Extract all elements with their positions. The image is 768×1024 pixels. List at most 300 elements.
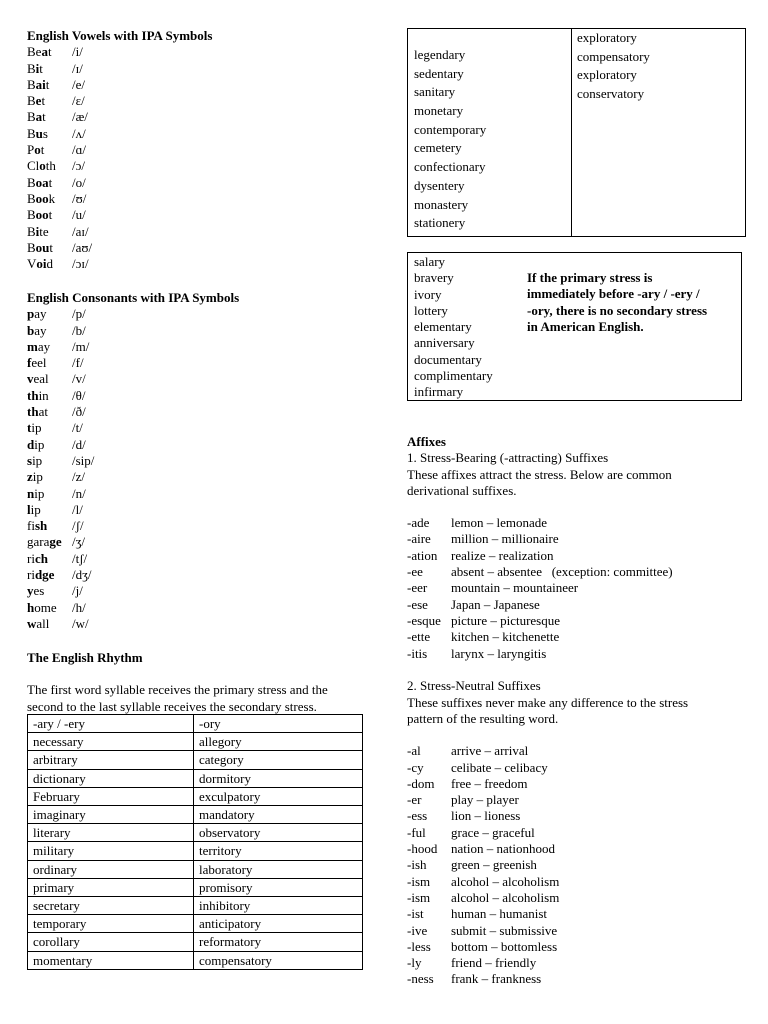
affixes-section <box>407 434 747 988</box>
consonants-row <box>27 616 239 632</box>
ary-ory-table <box>27 714 363 970</box>
suffix: -ness <box>407 971 434 987</box>
word-bold-part: oi <box>36 256 47 272</box>
example-word <box>27 486 72 502</box>
example-word <box>27 518 72 534</box>
vowel-list <box>27 44 212 272</box>
list-item: sedentary <box>414 65 464 81</box>
ipa-symbol: /f/ <box>72 355 84 371</box>
ary-ory-table-body <box>28 733 363 970</box>
word-part: B <box>27 174 36 190</box>
word-bold-part: m <box>27 338 38 354</box>
suffix-row <box>407 531 747 547</box>
suffix-example: lion – lioness <box>451 808 521 824</box>
ipa-symbol: /i/ <box>72 44 83 60</box>
suffix-row <box>407 971 747 987</box>
suffix: -ism <box>407 873 431 889</box>
ary-word: temporary <box>28 915 194 933</box>
suffix-example: alcohol – alcoholism <box>451 873 560 889</box>
suffix-example: submit – submissive <box>451 922 558 938</box>
word-part: ip <box>34 485 45 501</box>
suffix-example: bottom – bottomless <box>451 938 558 954</box>
vowels-row <box>27 44 212 60</box>
word-part: es <box>33 583 45 599</box>
suffix: -esque <box>407 612 441 628</box>
word-part: V <box>27 256 37 272</box>
word-bold-part: a <box>41 44 48 60</box>
example-word <box>27 306 72 322</box>
ipa-symbol: /ɪ/ <box>72 60 83 76</box>
suffix-example: play – player <box>451 792 519 808</box>
word-bold-part: sh <box>34 518 48 534</box>
list-item: monastery <box>414 196 469 212</box>
ory-word: category <box>194 751 363 769</box>
word-part: t <box>41 93 46 109</box>
ipa-symbol: /ʌ/ <box>72 125 86 141</box>
example-word <box>27 534 72 550</box>
word-part: fi <box>27 518 35 534</box>
rhythm-desc-line2: second to the last syllable receives the secondary stress. <box>27 698 317 714</box>
note-box <box>407 252 742 401</box>
word-part: Be <box>27 44 42 60</box>
list-item: stationery <box>414 215 466 231</box>
consonants-row <box>27 306 239 322</box>
suffix-row <box>407 564 747 580</box>
ipa-symbol: /aʊ/ <box>72 239 93 255</box>
word-bold-part: i <box>35 60 40 76</box>
example-word <box>27 175 72 191</box>
suffix: -er <box>407 792 422 808</box>
suffix-example: free – freedom <box>451 775 528 791</box>
ory-word: compensatory <box>194 951 363 969</box>
suffix-row <box>407 613 747 629</box>
ory-word: anticipatory <box>194 915 363 933</box>
rhythm-title: The English Rhythm <box>27 650 143 665</box>
word-part: t <box>48 174 53 190</box>
consonants-title: English Consonants with IPA Symbols <box>27 290 240 305</box>
ipa-symbol: /ɛ/ <box>72 93 85 109</box>
word-part: B <box>27 109 36 125</box>
example-word <box>27 469 72 485</box>
word-bold-part: f <box>27 355 32 371</box>
word-part: in <box>38 387 49 403</box>
example-word <box>27 502 72 518</box>
example-word <box>27 207 72 223</box>
table-divider <box>571 29 572 236</box>
note-line: in American English. <box>527 318 644 334</box>
suffix: -dom <box>407 775 435 791</box>
table-row <box>28 751 363 769</box>
suffix: -ee <box>407 564 423 580</box>
ipa-symbol: /e/ <box>72 76 85 92</box>
note-line: immediately before -ary / -ery / <box>527 286 700 302</box>
suffix-example: nation – nationhood <box>451 841 555 857</box>
ipa-symbol: /θ/ <box>72 387 86 403</box>
vowels-row <box>27 240 212 256</box>
suffix: -hood <box>407 841 438 857</box>
suffix-example: kitchen – kitchenette <box>451 629 560 645</box>
ary-word: primary <box>28 878 194 896</box>
stress-neutral-title: 2. Stress-Neutral Suffixes <box>407 678 541 694</box>
consonants-row <box>27 534 239 550</box>
word-part: t <box>48 207 53 223</box>
suffix-example: million – millionaire <box>451 531 559 547</box>
example-word <box>27 126 72 142</box>
vowels-row <box>27 142 212 158</box>
suffix-example: human – humanist <box>451 906 548 922</box>
consonants-row <box>27 339 239 355</box>
suffix-example: realize – realization <box>451 547 554 563</box>
consonants-row <box>27 420 239 436</box>
suffix-example: alcohol – alcoholism <box>451 889 560 905</box>
example-word <box>27 109 72 125</box>
word-part: ay <box>34 306 47 322</box>
stress-neutral-desc-1: These suffixes never make any difference to the stress <box>407 694 689 710</box>
table-row <box>28 787 363 805</box>
example-word <box>27 77 72 93</box>
table-row <box>28 915 363 933</box>
list-item: legendary <box>414 47 466 62</box>
word-part: ip <box>30 501 41 517</box>
ipa-symbol: /l/ <box>72 501 83 517</box>
suffix: -less <box>407 938 431 954</box>
list-item: lottery <box>414 302 448 318</box>
ary-word: necessary <box>28 733 194 751</box>
word-part: B <box>27 239 36 255</box>
stress-bearing-title: 1. Stress-Bearing (-attracting) Suffixes <box>407 450 609 466</box>
vowels-row <box>27 191 212 207</box>
word-bold-part: s <box>27 452 33 468</box>
ary-word: dictionary <box>28 769 194 787</box>
example-word <box>27 371 72 387</box>
word-part: k <box>48 190 56 206</box>
ipa-symbol: /p/ <box>72 306 86 322</box>
list-item: compensatory <box>577 48 650 64</box>
vowels-row <box>27 126 212 142</box>
suffix-row <box>407 597 747 613</box>
ary-word: military <box>28 842 194 860</box>
ary-word: literary <box>28 824 194 842</box>
suffix-row <box>407 580 747 596</box>
suffix-example: frank – frankness <box>451 971 542 987</box>
word-part: t <box>39 60 43 76</box>
suffix-row <box>407 629 747 645</box>
consonants-row <box>27 518 239 534</box>
consonants-row <box>27 323 239 339</box>
word-part: t <box>40 142 45 158</box>
suffix-row <box>407 760 747 776</box>
suffix: -ish <box>407 857 427 873</box>
table-row <box>28 897 363 915</box>
list-item: contemporary <box>414 121 487 137</box>
ipa-symbol: /h/ <box>72 599 86 615</box>
word-part: ip <box>34 436 45 452</box>
list-item: elementary <box>414 319 472 335</box>
ipa-symbol: /j/ <box>72 583 83 599</box>
word-bold-part: l <box>27 501 31 517</box>
ipa-symbol: /ɔɪ/ <box>72 256 89 272</box>
table-header-ary: -ary / -ery <box>28 715 194 733</box>
consonant-list <box>27 306 239 632</box>
word-part: Cl <box>27 158 40 174</box>
suffix: -ation <box>407 547 438 563</box>
table-row <box>28 769 363 787</box>
consonants-row <box>27 453 239 469</box>
example-word <box>27 388 72 404</box>
ipa-symbol: /aɪ/ <box>72 223 89 239</box>
word-bold-part: h <box>27 599 35 615</box>
consonants-row <box>27 600 239 616</box>
word-part: d <box>46 256 54 272</box>
word-part: ip <box>32 452 43 468</box>
list-item: ivory <box>414 286 442 302</box>
example-word <box>27 567 72 583</box>
ipa-symbol: /z/ <box>72 469 85 485</box>
list-item: documentary <box>414 351 482 367</box>
suffix-example: arrive – arrival <box>451 743 529 759</box>
table-row <box>28 824 363 842</box>
suffix-example: larynx – laryngitis <box>451 645 547 661</box>
list-item: monetary <box>414 103 464 119</box>
ory-word: territory <box>194 842 363 860</box>
word-bold-part: o <box>34 142 41 158</box>
consonants-row <box>27 404 239 420</box>
example-word <box>27 339 72 355</box>
rhythm-section <box>27 650 328 715</box>
suffix-row <box>407 890 747 906</box>
suffix-row <box>407 646 747 662</box>
consonants-row <box>27 502 239 518</box>
list-item: complimentary <box>414 368 493 384</box>
suffix-example: celibate – celibacy <box>451 759 548 775</box>
word-bold-part: oa <box>35 174 49 190</box>
consonants-row <box>27 388 239 404</box>
word-bold-part: oo <box>35 190 49 206</box>
example-word <box>27 355 72 371</box>
suffix-example: mountain – mountaineer <box>451 580 579 596</box>
suffix-row <box>407 808 747 824</box>
table-row <box>28 842 363 860</box>
suffix-row <box>407 857 747 873</box>
suffix: -ess <box>407 808 428 824</box>
ipa-symbol: /b/ <box>72 322 86 338</box>
continued-left-list <box>414 46 486 233</box>
word-part: t <box>49 239 54 255</box>
consonants-row <box>27 437 239 453</box>
table-header-row <box>28 715 363 733</box>
suffix: -ese <box>407 596 428 612</box>
list-item: infirmary <box>414 384 464 400</box>
vowels-row <box>27 175 212 191</box>
word-bold-part: d <box>27 436 35 452</box>
note-word-list <box>414 254 493 401</box>
suffix: -ful <box>407 824 426 840</box>
vowels-row <box>27 158 212 174</box>
suffix: -cy <box>407 759 424 775</box>
suffix-row <box>407 906 747 922</box>
suffix-row <box>407 841 747 857</box>
suffix-example: friend – friendly <box>451 955 537 971</box>
example-word <box>27 404 72 420</box>
suffix-row <box>407 955 747 971</box>
ipa-symbol: /ð/ <box>72 404 86 420</box>
suffix: -ly <box>407 955 422 971</box>
table-row <box>28 806 363 824</box>
word-part: th <box>45 158 56 174</box>
word-part: at <box>38 404 48 420</box>
word-bold-part: oo <box>35 207 49 223</box>
word-bold-part: ge <box>49 534 62 550</box>
word-bold-part: a <box>35 109 43 125</box>
word-bold-part: t <box>27 420 32 436</box>
example-word <box>27 44 72 60</box>
example-word <box>27 616 72 632</box>
ipa-symbol: /ʒ/ <box>72 534 85 550</box>
suffix-example: absent – absentee (exception: committee) <box>451 564 673 580</box>
table-header-ory: -ory <box>194 715 363 733</box>
ory-word: mandatory <box>194 806 363 824</box>
vowels-row <box>27 61 212 77</box>
stress-bearing-desc-2: derivational suffixes. <box>407 482 517 498</box>
word-bold-part: v <box>27 371 34 387</box>
note-line: -ory, there is no secondary stress <box>527 302 708 318</box>
example-word <box>27 420 72 436</box>
consonants-row <box>27 371 239 387</box>
list-item: cemetery <box>414 140 462 156</box>
table-row <box>28 878 363 896</box>
ipa-symbol: /sip/ <box>72 452 95 468</box>
ipa-symbol: /ɑ/ <box>72 142 87 158</box>
vowels-row <box>27 224 212 240</box>
word-part: eal <box>33 371 49 387</box>
ipa-symbol: /n/ <box>72 485 86 501</box>
continued-right-list <box>577 29 650 104</box>
word-part: B <box>27 190 36 206</box>
vowels-row <box>27 109 212 125</box>
suffix: -ade <box>407 515 430 531</box>
example-word <box>27 61 72 77</box>
word-bold-part: dge <box>34 567 55 583</box>
suffix: -aire <box>407 531 431 547</box>
word-part: all <box>36 615 50 631</box>
word-part: t <box>47 44 52 60</box>
table-row <box>28 733 363 751</box>
suffix: -itis <box>407 645 428 661</box>
word-part: ay <box>34 322 47 338</box>
suffix-row <box>407 776 747 792</box>
word-part: B <box>27 223 36 239</box>
example-word <box>27 191 72 207</box>
word-bold-part: th <box>27 404 39 420</box>
example-word <box>27 224 72 240</box>
list-item: dysentery <box>414 177 465 193</box>
example-word <box>27 93 72 109</box>
rhythm-desc-line1: The first word syllable receives the primary stress and the <box>27 682 328 698</box>
ory-word: allegory <box>194 733 363 751</box>
ary-word: secretary <box>28 897 194 915</box>
word-bold-part: w <box>27 615 37 631</box>
list-item: exploratory <box>577 67 637 83</box>
stress-neutral-list <box>407 743 747 987</box>
word-bold-part: i <box>35 223 40 239</box>
table-row <box>28 860 363 878</box>
example-word <box>27 256 72 272</box>
example-word <box>27 240 72 256</box>
word-part: ip <box>31 420 42 436</box>
word-bold-part: o <box>39 158 46 174</box>
stress-bearing-list <box>407 515 747 662</box>
word-bold-part: ai <box>35 76 46 92</box>
word-part: ri <box>27 550 35 566</box>
word-bold-part: ou <box>35 239 50 255</box>
example-word <box>27 600 72 616</box>
ipa-symbol: /w/ <box>72 615 89 631</box>
ipa-symbol: /o/ <box>72 174 86 190</box>
list-item: salary <box>414 254 446 269</box>
example-word <box>27 142 72 158</box>
ory-word: dormitory <box>194 769 363 787</box>
suffix-row <box>407 792 747 808</box>
word-part: B <box>27 76 36 92</box>
suffix-example: Japan – Japanese <box>451 596 540 612</box>
word-part: B <box>27 207 36 223</box>
suffix: -eer <box>407 580 428 596</box>
ipa-symbol: /m/ <box>72 338 90 354</box>
ipa-symbol: /ʊ/ <box>72 190 87 206</box>
word-part: eel <box>31 355 47 371</box>
consonants-row <box>27 551 239 567</box>
word-part: gara <box>27 534 50 550</box>
suffix-row <box>407 548 747 564</box>
ary-word: arbitrary <box>28 751 194 769</box>
vowels-section <box>27 28 212 272</box>
list-item: conservatory <box>577 86 645 102</box>
word-part: ome <box>34 599 57 615</box>
example-word <box>27 158 72 174</box>
consonants-row <box>27 567 239 583</box>
word-part: B <box>27 125 36 141</box>
list-item: confectionary <box>414 159 486 175</box>
suffix: -al <box>407 743 421 759</box>
list-item: exploratory <box>577 30 637 45</box>
word-bold-part: u <box>35 125 43 141</box>
affixes-title: Affixes <box>407 434 446 449</box>
stress-bearing-desc-1: These affixes attract the stress. Below are common <box>407 466 672 482</box>
vowels-title: English Vowels with IPA Symbols <box>27 28 213 43</box>
suffix: -ism <box>407 889 431 905</box>
word-part: P <box>27 142 35 158</box>
suffix-row <box>407 939 747 955</box>
list-item: anniversary <box>414 335 475 351</box>
ipa-symbol: /d/ <box>72 436 86 452</box>
suffix-example: picture – picturesque <box>451 612 561 628</box>
word-part: B <box>27 60 36 76</box>
ipa-symbol: /æ/ <box>72 109 88 125</box>
ory-word: observatory <box>194 824 363 842</box>
suffix-row <box>407 743 747 759</box>
vowels-row <box>27 93 212 109</box>
example-word <box>27 453 72 469</box>
word-bold-part: e <box>35 93 42 109</box>
word-bold-part: z <box>27 469 33 485</box>
suffix-example: lemon – lemonade <box>451 515 548 531</box>
ory-word: laboratory <box>194 860 363 878</box>
word-part: te <box>39 223 49 239</box>
ary-word: imaginary <box>28 806 194 824</box>
table-row <box>28 933 363 951</box>
vowels-row <box>27 207 212 223</box>
ipa-symbol: /ɔ/ <box>72 158 85 174</box>
